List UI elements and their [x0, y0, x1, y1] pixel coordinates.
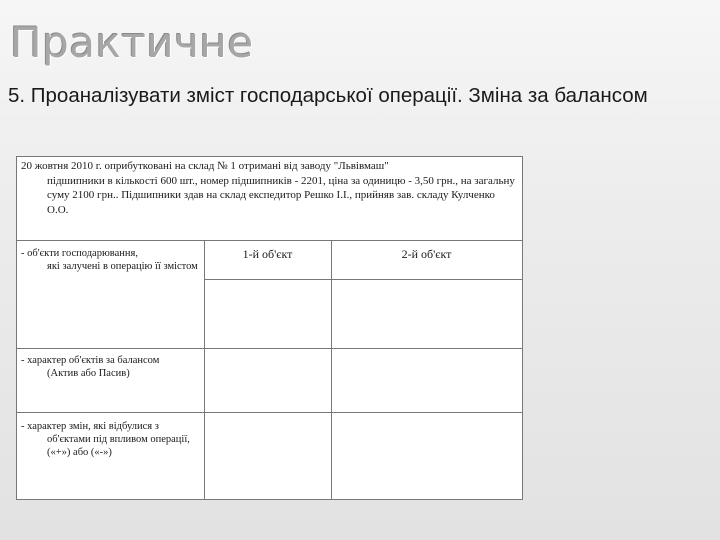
operation-analysis-table [16, 156, 523, 500]
row-label-business-objects-first: - об'єкти господарювання, [21, 248, 138, 259]
row-label-balance-character-first: - характер об'єктів за балансом [21, 355, 160, 366]
operation-description-first-line: 20 жовтня 2010 г. оприбутковані на склад № 1 отримані від заводу "Львівмаш" [21, 160, 389, 172]
row-label-business-objects-rest: які залучені в операцію її змістом [47, 261, 198, 272]
operation-description-rest: підшипники в кількості 600 шт., номер підшипників - 2201, ціна за одиницю - 3,50 грн., на загальну суму 2100 грн.. Підшипники здав на склад експедитор Решко І.І., прийняв зав. складу Кулченко О.О. [47, 174, 515, 216]
row-label-business-objects [21, 247, 201, 273]
row-divider-1 [17, 348, 522, 349]
slide-title: Практичне [10, 18, 254, 67]
row-label-change-character [21, 420, 201, 459]
row-label-balance-character-rest: (Актив або Пасив) [47, 368, 130, 379]
row-label-balance-character [21, 354, 201, 380]
operation-description [17, 157, 522, 241]
column-header-object-1: 1-й об'єкт [242, 247, 293, 261]
column-header-object-2: 2-й об'єкт [401, 247, 452, 261]
row-divider-2 [17, 412, 522, 413]
task-heading: 5. Проаналізувати зміст господарської операції. Зміна за балансом [8, 84, 648, 107]
header-divider [204, 279, 522, 280]
row-label-change-character-rest: об'єктами під впливом операції, («+») або («-») [47, 434, 190, 458]
row-label-change-character-first: - характер змін, які відбулися з [21, 421, 159, 432]
